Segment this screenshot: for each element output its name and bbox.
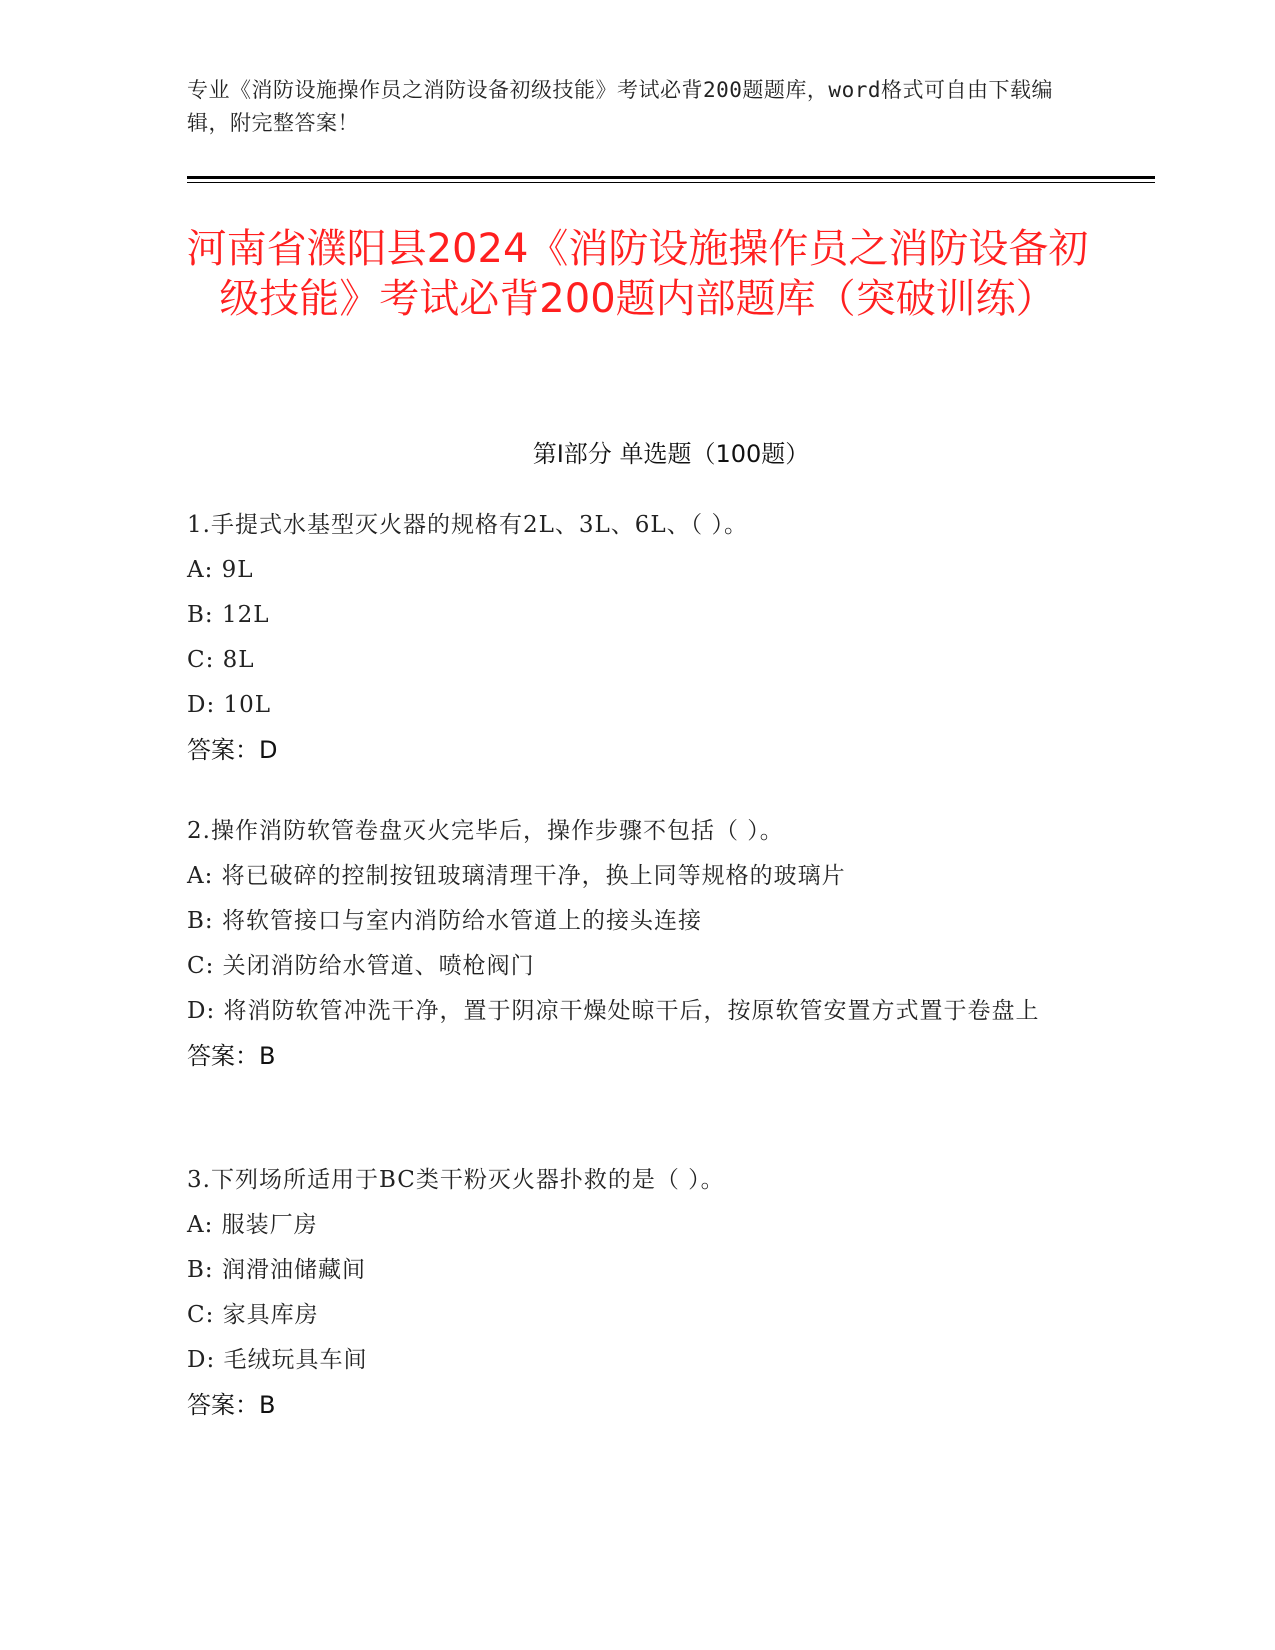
header-rule-thin [187, 182, 1155, 183]
section-title: 第Ⅰ部分 单选题（100题） [532, 440, 810, 468]
option-c: C: 8L [187, 647, 255, 673]
question-stem: 3.下列场所适用于BC类干粉灭火器扑救的是（ ）。 [187, 1167, 725, 1193]
option-a: A: 服装厂房 [187, 1212, 318, 1238]
answer: 答案：B [187, 1391, 276, 1419]
question-3 [187, 1158, 1067, 1428]
answer: 答案：B [187, 1042, 276, 1070]
option-d: D: 10L [187, 692, 272, 718]
header-note: 专业《消防设施操作员之消防设备初级技能》考试必背200题题库，word格式可自由下载编辑，附完整答案！ [187, 78, 1053, 135]
option-b: B: 润滑油储藏间 [187, 1257, 366, 1283]
header-rule-thick [187, 176, 1155, 179]
option-d: D: 毛绒玩具车间 [187, 1347, 368, 1373]
question-stem: 1.手提式水基型灭火器的规格有2L、3L、6L、（ ）。 [187, 512, 748, 538]
option-c: C: 家具库房 [187, 1302, 319, 1328]
option-b: B: 12L [187, 602, 270, 628]
question-stem: 2.操作消防软管卷盘灭火完毕后，操作步骤不包括（ ）。 [187, 818, 784, 844]
document-title: 河南省濮阳县2024《消防设施操作员之消防设备初级技能》考试必背200题内部题库（突破训练） [186, 226, 1089, 322]
question-2 [187, 809, 1067, 1079]
option-d: D: 将消防软管冲洗干净，置于阴凉干燥处晾干后，按原软管安置方式置于卷盘上 [187, 998, 1040, 1024]
option-a: A: 9L [187, 557, 254, 583]
option-b: B: 将软管接口与室内消防给水管道上的接头连接 [187, 908, 702, 934]
question-1 [187, 503, 1067, 773]
option-c: C: 关闭消防给水管道、喷枪阀门 [187, 953, 535, 979]
option-a: A: 将已破碎的控制按钮玻璃清理干净，换上同等规格的玻璃片 [187, 863, 846, 889]
answer: 答案：D [187, 736, 278, 764]
